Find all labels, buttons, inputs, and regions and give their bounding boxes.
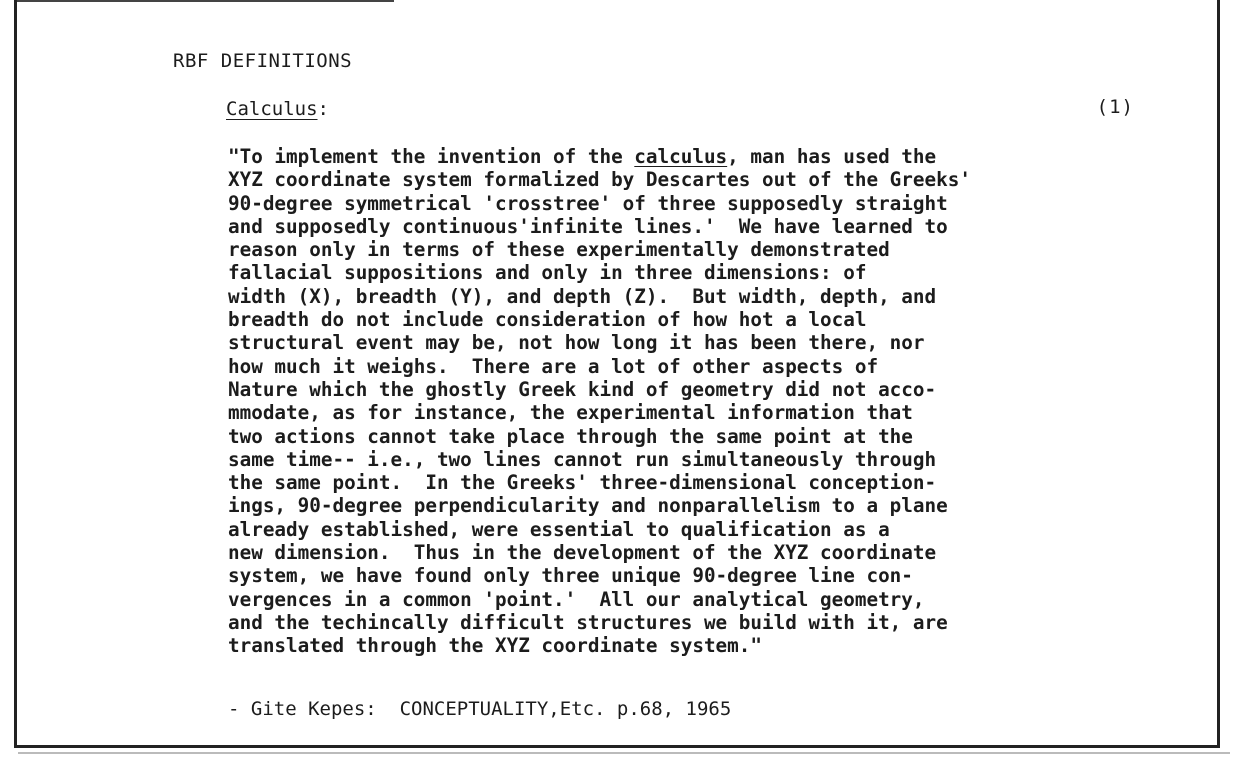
citation: - Gite Kepes: CONCEPTUALITY,Etc. p.68, 1965 [228,698,732,720]
definition-quote [228,145,971,658]
document-heading: RBF DEFINITIONS [173,50,353,72]
quote-line-1-end: , man has used the [727,145,937,168]
page-number: (1) [1096,96,1134,118]
card-bottom-shadow [18,752,1230,754]
section-title-colon: : [317,98,329,120]
quote-body: XYZ coordinate system formalized by Descartes out of the Greeks' 90-degree symmetrical 'crosstree' of three supposedly straight and supposedly continuous'infinite lines.' We have learned to reason only in terms of these experimentally demonstrated fallacial suppositions and only in three dimensions: of width (X), breadth (Y), and depth (Z). But width, depth, and breadth do not include consideration of how hot a local structural event may be, not how long it has been there, nor how much it weighs. There are a lot of other aspects of Nature which the ghostly Greek kind of geometry did not acco- mmodate, as for instance, the experimental information that two actions cannot take place through the same point at the same time-- i.e., two lines cannot run simultaneously through the same point. In the Greeks' three-dimensional conception- ings, 90-degree perpendicularity and nonparallelism to a plane already established, were essential to qualification as a new dimension. Thus in the development of the XYZ coordinate system, we have found only three unique 90-degree line con- vergences in a common 'point.' All our analytical geometry, and the techincally difficult structures we build with it, are translated through the XYZ coordinate system." [228,168,971,658]
quote-line-1-start: "To implement the invention of the [228,145,635,168]
section-title-word: Calculus [226,98,318,120]
section-title [226,98,329,120]
calculus-term: calculus [634,145,728,168]
